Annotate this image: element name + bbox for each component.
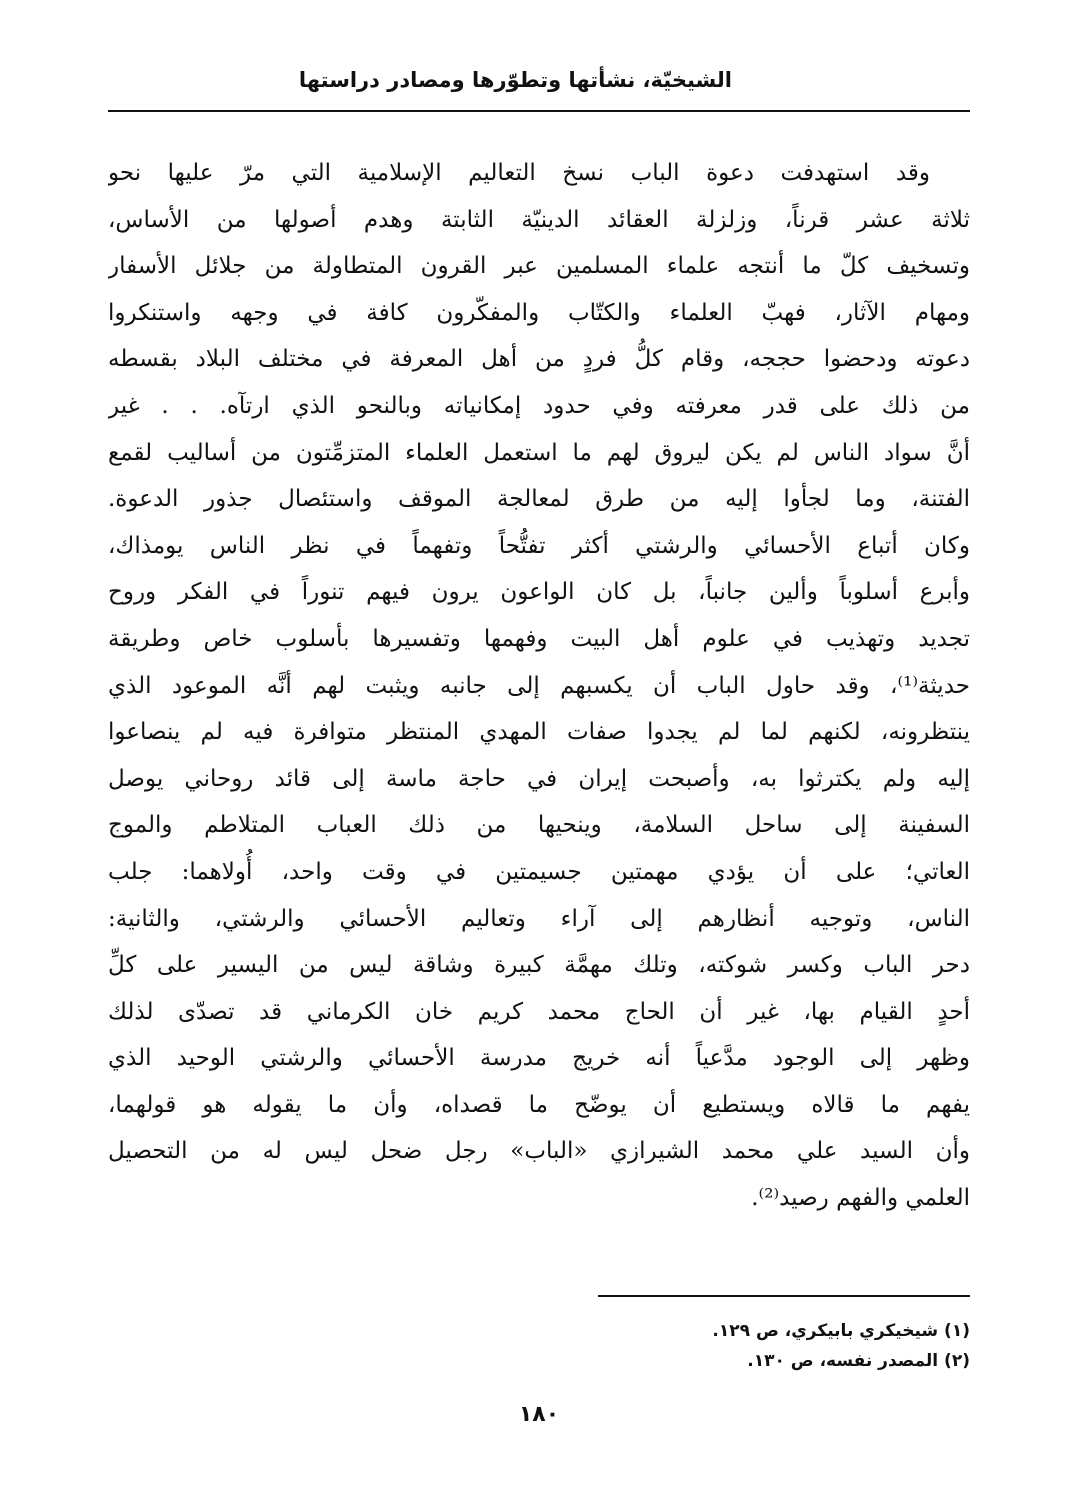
text-line: الفتنة، وما لجأوا إليه من طرق لمعالجة الموقف واستئصال جذور الدعوة. xyxy=(108,486,970,513)
running-title: الشيخيّة، نشأتها وتطوّرها ومصادر دراستها xyxy=(298,68,732,92)
header-rule xyxy=(108,110,970,112)
text-line: دحر الباب وكسر شوكته، وتلك مهمَّة كبيرة وشاقة ليس من اليسير على كلِّ xyxy=(108,952,970,979)
text-line: وكان أتباع الأحسائي والرشتي أكثر تفتُّحاً وتفهماً في نظر الناس يومذاك، xyxy=(108,532,970,559)
text-line: وقد استهدفت دعوة الباب نسخ التعاليم الإسلامية التي مرّ عليها نحو xyxy=(108,160,930,186)
text-line: السفينة إلى ساحل السلامة، وينحيها من ذلك العباب المتلاطم والموج xyxy=(108,812,970,839)
text-line: ينتظرونه، لكنهم لما لم يجدوا صفات المهدي المنتظر متوافرة فيه لم ينصاعوا xyxy=(108,719,970,746)
text-line: ومهام الآثار، فهبّ العلماء والكتّاب والمفكّرون كافة في وجهه واستنكروا xyxy=(108,299,970,326)
body-text xyxy=(108,150,970,1222)
footnote: (٢) المصدر نفسه، ص ١٣٠. xyxy=(747,1351,970,1371)
text-line: إليه ولم يكترثوا به، وأصبحت إيران في حاجة ماسة إلى قائد روحاني يوصل xyxy=(108,765,970,792)
text-line: وظهر إلى الوجود مدَّعياً أنه خريج مدرسة الأحسائي والرشتي الوحيد الذي xyxy=(108,1045,970,1072)
footnote-rule xyxy=(598,1295,970,1297)
page-number: ١٨٠ xyxy=(518,1402,560,1427)
text-line: يفهم ما قالاه ويستطيع أن يوضّح ما قصداه، وأن ما يقوله هو قولهما، xyxy=(108,1091,970,1118)
footnote: (١) شيخيكري بابيكري، ص ١٢٩. xyxy=(712,1321,970,1341)
text-line: العلمي والفهم رصيد⁽²⁾. xyxy=(751,1185,970,1212)
text-line: أنَّ سواد الناس لم يكن ليروق لهم ما استعمل العلماء المتزمِّتون من أساليب لقمع xyxy=(108,439,970,466)
text-line: العاتي؛ على أن يؤدي مهمتين جسيمتين في وقت واحد، أُولاهما: جلب xyxy=(108,858,970,885)
footnotes xyxy=(470,1316,970,1376)
text-line: ثلاثة عشر قرناً، وزلزلة العقائد الدينيّة الثابتة وهدم أصولها من الأساس، xyxy=(108,206,970,233)
text-line: تجديد وتهذيب في علوم أهل البيت وفهمها وتفسيرها بأسلوب خاص وطريقة xyxy=(108,625,970,652)
text-line: وأبرع أسلوباً وألين جانباً، بل كان الواعون يرون فيهم تنوراً في الفكر وروح xyxy=(108,579,970,606)
text-line: أحدٍ القيام بها، غير أن الحاج محمد كريم خان الكرماني قد تصدّى لذلك xyxy=(108,998,970,1025)
text-line: وأن السيد علي محمد الشيرازي «الباب» رجل ضحل ليس له من التحصيل xyxy=(108,1138,970,1165)
text-line: دعوته ودحضوا حججه، وقام كلُّ فردٍ من أهل المعرفة في مختلف البلاد بقسطه xyxy=(108,346,970,373)
text-line: الناس، وتوجيه أنظارهم إلى آراء وتعاليم الأحسائي والرشتي، والثانية: xyxy=(108,905,970,932)
text-line: حديثة⁽¹⁾، وقد حاول الباب أن يكسبهم إلى جانبه ويثبت لهم أنَّه الموعود الذي xyxy=(108,672,970,699)
text-line: من ذلك على قدر معرفته وفي حدود إمكانياته وبالنحو الذي ارتآه. . . غير xyxy=(108,392,970,419)
text-line: وتسخيف كلّ ما أنتجه علماء المسلمين عبر القرون المتطاولة من جلائل الأسفار xyxy=(108,253,970,280)
